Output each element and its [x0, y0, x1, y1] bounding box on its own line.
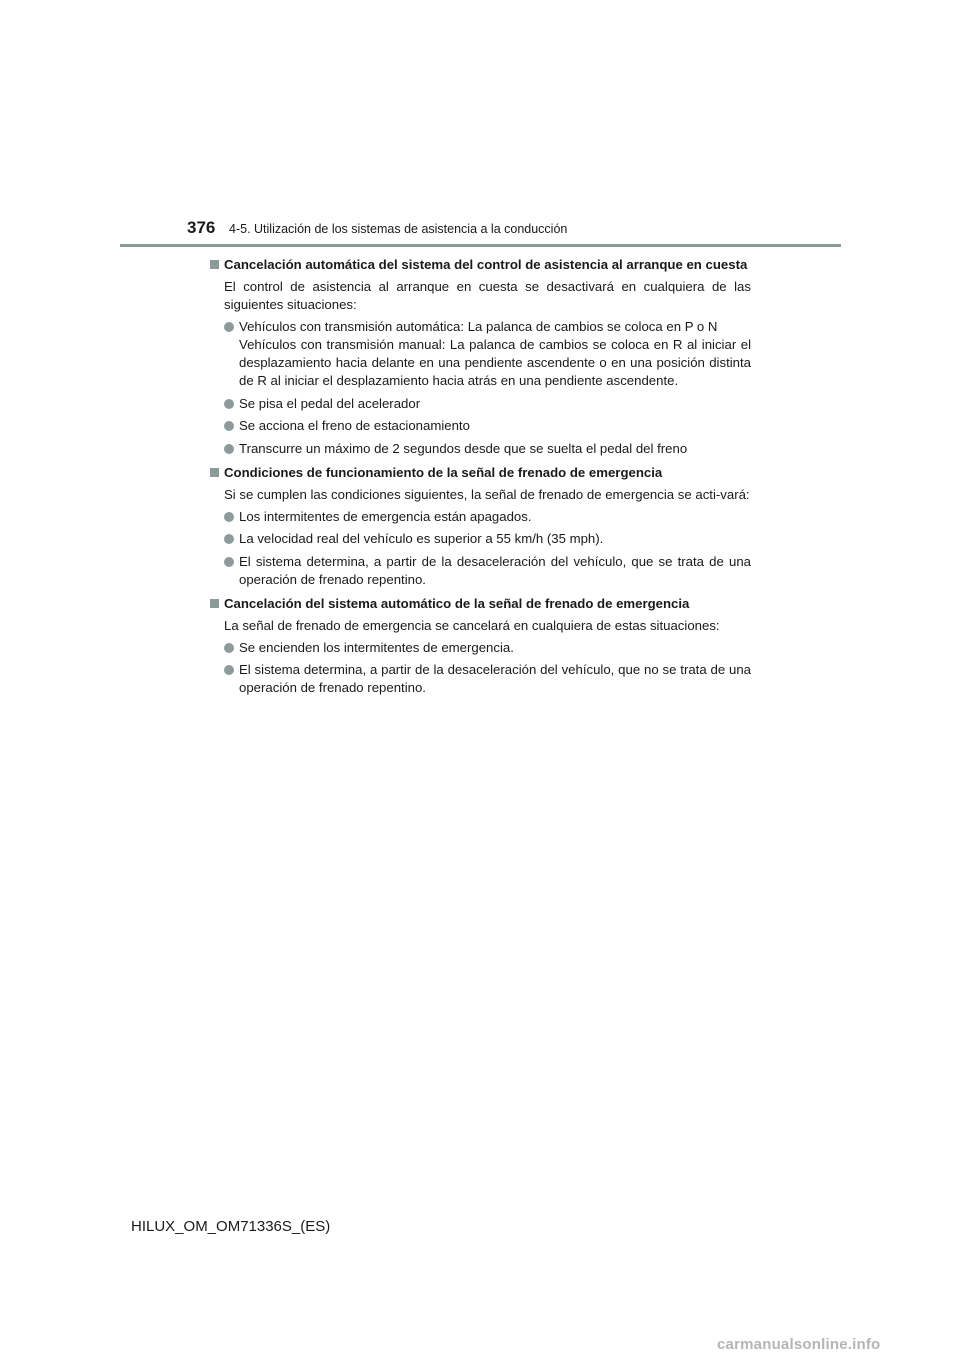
list-item: La velocidad real del vehículo es superior a 55 km/h (35 mph). — [210, 530, 751, 548]
square-bullet-icon — [210, 468, 219, 477]
circle-bullet-icon — [224, 512, 234, 522]
list-item: El sistema determina, a partir de la desaceleración del vehículo, que se trata de una operación de frenado repentino. — [210, 553, 751, 589]
page-number: 376 — [187, 218, 216, 237]
section-heading: Cancelación del sistema automático de la señal de frenado de emergencia — [210, 595, 751, 613]
circle-bullet-icon — [224, 665, 234, 675]
header-divider — [120, 244, 841, 247]
square-bullet-icon — [210, 260, 219, 269]
circle-bullet-icon — [224, 557, 234, 567]
circle-bullet-icon — [224, 421, 234, 431]
section-emergency-signal-cancel — [210, 595, 751, 698]
list-item: El sistema determina, a partir de la desaceleración del vehículo, que no se trata de una operación de frenado repentino. — [210, 661, 751, 697]
section-heading: Cancelación automática del sistema del control de asistencia al arranque en cuesta — [210, 256, 751, 274]
watermark: carmanualsonline.info — [717, 1336, 881, 1353]
list-item: Los intermitentes de emergencia están apagados. — [210, 508, 751, 526]
chapter-title: 4-5. Utilización de los sistemas de asistencia a la conducción — [229, 222, 568, 236]
section-emergency-signal-conditions — [210, 464, 751, 589]
list-item: Se encienden los intermitentes de emergencia. — [210, 639, 751, 657]
circle-bullet-icon — [224, 643, 234, 653]
list-item: Se pisa el pedal del acelerador — [210, 395, 751, 413]
section-intro: Si se cumplen las condiciones siguientes, la señal de frenado de emergencia se acti-vará: — [224, 486, 750, 502]
page-content — [210, 256, 751, 703]
list-item: Vehículos con transmisión automática: La palanca de cambios se coloca en P o N Vehículos con transmisión manual: La palanca de cambios se coloca en R al iniciar el desplazamiento hacia delante en una pendiente ascendente o en una posición distinta de R al iniciar el desplazamiento hacia atrás en una pendiente ascendente. — [210, 318, 751, 390]
circle-bullet-icon — [224, 399, 234, 409]
circle-bullet-icon — [224, 444, 234, 454]
section-intro: La señal de frenado de emergencia se cancelará en cualquiera de estas situaciones: — [224, 617, 720, 633]
section-heading: Condiciones de funcionamiento de la señal de frenado de emergencia — [210, 464, 751, 482]
circle-bullet-icon — [224, 534, 234, 544]
section-hill-start-cancel — [210, 256, 751, 458]
list-item: Transcurre un máximo de 2 segundos desde que se suelta el pedal del freno — [210, 440, 751, 458]
section-intro: El control de asistencia al arranque en cuesta se desactivará en cualquiera de las siguientes situaciones: — [224, 279, 751, 312]
square-bullet-icon — [210, 599, 219, 608]
list-item: Se acciona el freno de estacionamiento — [210, 417, 751, 435]
document-code: HILUX_OM_OM71336S_(ES) — [131, 1218, 331, 1235]
circle-bullet-icon — [224, 322, 234, 332]
